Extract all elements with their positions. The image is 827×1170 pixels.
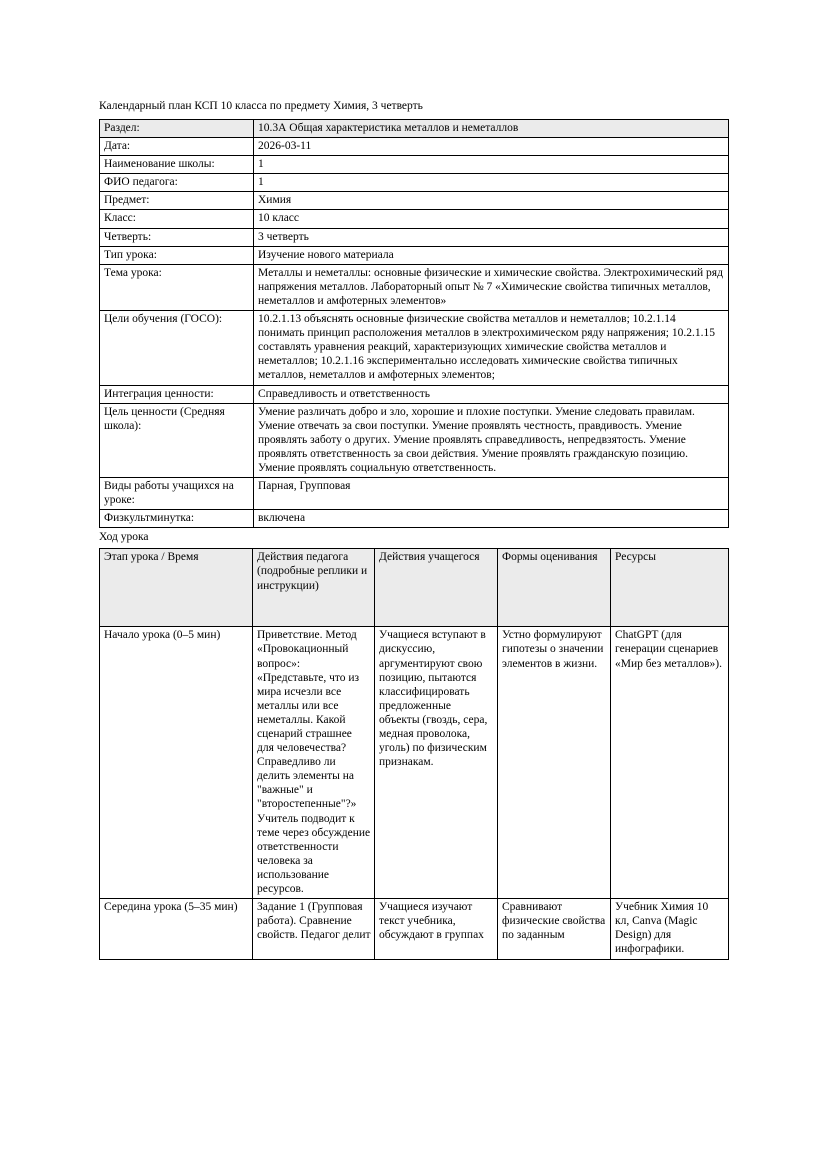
cell-student-actions: Учащиеся изучают текст учебника, обсуждают в группах [375,899,498,959]
table-row [100,156,729,174]
cell-stage: Начало урока (0–5 мин) [100,627,253,899]
info-label: Цель ценности (Средняя школа): [100,403,254,477]
info-label: Наименование школы: [100,156,254,174]
info-label: Раздел: [100,120,254,138]
info-label: Предмет: [100,192,254,210]
table-row [100,385,729,403]
table-row [100,478,729,510]
info-value: 2026-03-11 [254,138,729,156]
table-row [100,120,729,138]
lesson-info-table [99,119,729,528]
info-label: Класс: [100,210,254,228]
info-label: Дата: [100,138,254,156]
info-value: Умение различать добро и зло, хорошие и плохие поступки. Умение следовать правилам. Умение отвечать за свои поступки. Умение проявлять честность, правдивость. Умение проявлять заботу о других. Умение проявлять справедливость, непредвзятость. Умение проявлять ответственность за свои действия. Умение проявлять гражданскую позицию. Умение проявлять социальную ответственность. [254,403,729,477]
info-label: ФИО педагога: [100,174,254,192]
info-value: Химия [254,192,729,210]
info-label: Интеграция ценности: [100,385,254,403]
table-row [100,627,729,899]
column-header-stage: Этап урока / Время [100,549,253,627]
table-row [100,228,729,246]
cell-student-actions: Учащиеся вступают в дискуссию, аргументируют свою позицию, пытаются классифицировать предложенные объекты (гвоздь, сера, медная проволока, уголь) по физическим признакам. [375,627,498,899]
table-header-row [100,549,729,627]
info-value: Парная, Групповая [254,478,729,510]
table-row [100,192,729,210]
info-label: Тема урока: [100,264,254,310]
table-row [100,510,729,528]
info-value: Металлы и неметаллы: основные физические и химические свойства. Электрохимический ряд напряжения металлов. Лабораторный опыт № 7 «Химические свойства типичных металлов, неметаллов и амфотерных элементов» [254,264,729,310]
column-header-student-actions: Действия учащегося [375,549,498,627]
info-value: 1 [254,174,729,192]
column-header-teacher-actions: Действия педагога (подробные реплики и инструкции) [253,549,375,627]
info-value: 10 класс [254,210,729,228]
info-value: Справедливость и ответственность [254,385,729,403]
column-header-resources: Ресурсы [611,549,729,627]
lesson-flow-table [99,548,729,959]
cell-resources: Учебник Химия 10 кл, Canva (Magic Design) для инфографики. [611,899,729,959]
info-value: 10.3А Общая характеристика металлов и неметаллов [254,120,729,138]
cell-assessment: Устно формулируют гипотезы о значении элементов в жизни. [498,627,611,899]
table-row [100,174,729,192]
table-row [100,210,729,228]
info-value: включена [254,510,729,528]
cell-assessment: Сравнивают физические свойства по заданным [498,899,611,959]
cell-teacher-actions: Приветствие. Метод «Провокационный вопрос»: «Представьте, что из мира исчезли все металлы или все неметаллы. Какой сценарий страшнее для человечества? Справедливо ли делить элементы на "важные" и "второстепенные"?» Учитель подводит к теме через обсуждение ответственности человека за использование ресурсов. [253,627,375,899]
lesson-info-body [100,120,729,528]
table-row [100,138,729,156]
cell-stage: Середина урока (5–35 мин) [100,899,253,959]
info-label: Физкультминутка: [100,510,254,528]
cell-teacher-actions: Задание 1 (Групповая работа). Сравнение свойств. Педагог делит [253,899,375,959]
info-value: 10.2.1.13 объяснять основные физические свойства металлов и неметаллов; 10.2.1.14 понимать принцип расположения металлов в электрохимическом ряду напряжения; 10.2.1.15 составлять уравнения реакций, характеризующих химические свойства металлов и неметаллов; 10.2.1.16 экспериментально исследовать химические свойства типичных металлов, неметаллов и амфотерных элементов; [254,311,729,385]
table-row [100,264,729,310]
info-label: Цели обучения (ГОСО): [100,311,254,385]
cell-resources: ChatGPT (для генерации сценариев «Мир без металлов»). [611,627,729,899]
info-label: Четверть: [100,228,254,246]
info-label: Тип урока: [100,246,254,264]
info-label: Виды работы учащихся на уроке: [100,478,254,510]
info-value: 3 четверть [254,228,729,246]
info-value: Изучение нового материала [254,246,729,264]
column-header-assessment: Формы оценивания [498,549,611,627]
table-row [100,403,729,477]
table-row [100,246,729,264]
info-value: 1 [254,156,729,174]
lesson-flow-body [100,627,729,959]
lesson-flow-caption: Ход урока [99,531,149,544]
page-title: Календарный план КСП 10 класса по предмету Химия, 3 четверть [99,100,423,112]
table-row [100,311,729,385]
table-row [100,899,729,959]
lesson-flow-header [100,549,729,627]
